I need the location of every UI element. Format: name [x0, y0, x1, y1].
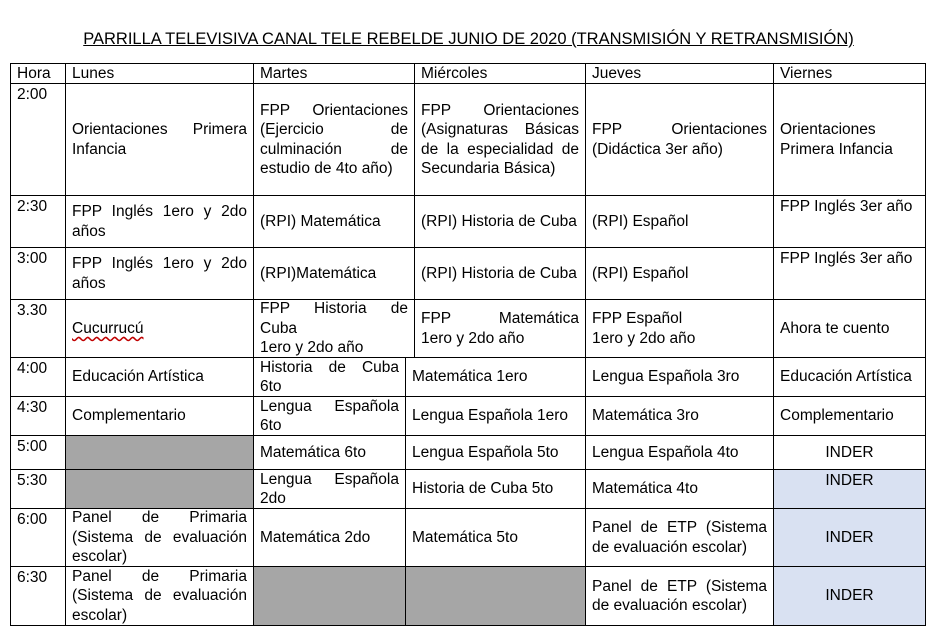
schedule-cell: (RPI)Matemática — [253, 247, 415, 300]
schedule-cell: Complementario — [65, 396, 254, 436]
empty-shaded-cell — [65, 469, 254, 509]
schedule-cell: (RPI) Historia de Cuba — [414, 195, 586, 248]
schedule-cell: Historia de Cuba 5to — [405, 469, 586, 509]
time-cell: 2:00 — [10, 83, 66, 196]
schedule-cell: Panel de ETP (Sistema de evaluación escolar) — [585, 508, 774, 567]
time-cell: 4:00 — [10, 357, 66, 397]
header-cell: Martes — [253, 63, 415, 84]
schedule-cell: FPP Orientaciones (Asignaturas Básicas de la especialidad de Secundaria Básica) — [414, 83, 586, 196]
time-cell: 5:30 — [10, 469, 66, 509]
time-cell: 4:30 — [10, 396, 66, 436]
schedule-cell: Lengua Española 2do — [253, 469, 406, 509]
empty-shaded-cell — [405, 566, 586, 626]
schedule-cell: (RPI) Español — [585, 195, 774, 248]
time-cell: 2:30 — [10, 195, 66, 248]
schedule-cell: Matemática 4to — [585, 469, 774, 509]
header-cell: Hora — [10, 63, 66, 84]
schedule-cell: Lengua Española 4to — [585, 435, 774, 470]
schedule-cell: FPP Inglés 3er año — [773, 195, 926, 248]
schedule-cell: Lengua Española 3ro — [585, 357, 774, 397]
schedule-cell: Educación Artística — [773, 357, 926, 397]
schedule-cell: FPP Orientaciones (Didáctica 3er año) — [585, 83, 774, 196]
schedule-cell: Educación Artística — [65, 357, 254, 397]
schedule-cell: FPP Orientaciones (Ejercicio de culminación de estudio de 4to año) — [253, 83, 415, 196]
schedule-cell: INDER — [773, 435, 926, 470]
empty-shaded-cell — [253, 566, 406, 626]
schedule-cell: INDER — [773, 508, 926, 567]
schedule-cell: Ahora te cuento — [773, 299, 926, 358]
schedule-cell: Matemática 2do — [253, 508, 406, 567]
schedule-cell: INDER — [773, 469, 926, 509]
schedule-cell: FPP Español 1ero y 2do año — [585, 299, 774, 358]
page-title: PARRILLA TELEVISIVA CANAL TELE REBELDE JUNIO DE 2020 (TRANSMISIÓN Y RETRANSMISIÓN) — [83, 30, 854, 48]
header-cell: Jueves — [585, 63, 774, 84]
time-cell: 5:00 — [10, 435, 66, 470]
time-cell: 6:00 — [10, 508, 66, 567]
schedule-cell: Cucurrucú — [65, 299, 254, 358]
schedule-cell: Panel de Primaria (Sistema de evaluación escolar) — [65, 566, 254, 626]
schedule-cell: Historia de Cuba 6to — [253, 357, 406, 397]
empty-shaded-cell — [65, 435, 254, 470]
schedule-cell: FPP Matemática 1ero y 2do año — [414, 299, 586, 358]
schedule-cell: Panel de ETP (Sistema de evaluación escolar) — [585, 566, 774, 626]
schedule-cell: Panel de Primaria (Sistema de evaluación escolar) — [65, 508, 254, 567]
schedule-cell: Orientaciones Primera Infancia — [773, 83, 926, 196]
schedule-cell: FPP Inglés 1ero y 2do años — [65, 247, 254, 300]
schedule-cell: Lengua Española 6to — [253, 396, 406, 436]
schedule-cell: Lengua Española 1ero — [405, 396, 586, 436]
schedule-cell: Matemática 5to — [405, 508, 586, 567]
schedule-cell: Matemática 6to — [253, 435, 406, 470]
schedule-cell: (RPI) Matemática — [253, 195, 415, 248]
time-cell: 3:00 — [10, 247, 66, 300]
schedule-cell: (RPI) Español — [585, 247, 774, 300]
header-cell: Viernes — [773, 63, 926, 84]
time-cell: 6:30 — [10, 566, 66, 626]
header-cell: Lunes — [65, 63, 254, 84]
schedule-cell: Matemática 3ro — [585, 396, 774, 436]
schedule-cell: FPP Historia de Cuba 1ero y 2do año — [253, 299, 415, 358]
time-cell: 3.30 — [10, 299, 66, 358]
schedule-cell: FPP Inglés 1ero y 2do años — [65, 195, 254, 248]
schedule-cell: Complementario — [773, 396, 926, 436]
schedule-cell: INDER — [773, 566, 926, 626]
header-cell: Miércoles — [414, 63, 586, 84]
schedule-cell: Orientaciones Primera Infancia — [65, 83, 254, 196]
schedule-cell: Matemática 1ero — [405, 357, 586, 397]
schedule-cell: (RPI) Historia de Cuba — [414, 247, 586, 300]
schedule-cell: FPP Inglés 3er año — [773, 247, 926, 300]
schedule-cell: Lengua Española 5to — [405, 435, 586, 470]
